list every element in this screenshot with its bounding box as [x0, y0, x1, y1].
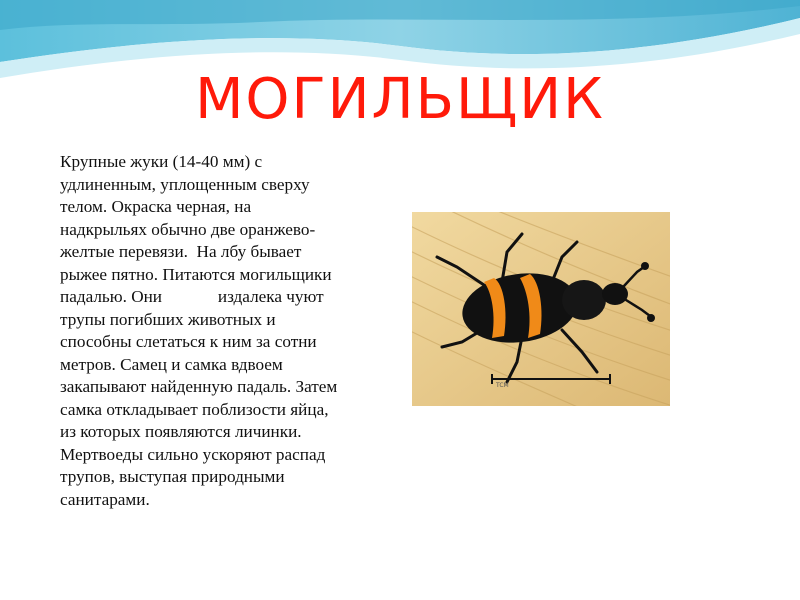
slide-title: МОГИЛЬЩИК	[195, 67, 605, 132]
slide-body-text: Крупные жуки (14-40 мм) с удлиненным, уплощенным сверху телом. Окраска черная, на надкрыльях обычно две оранжево- желтые перевязи. На лбу бывает рыжее пятно. Питаются могильщики падалью. Они издалека чуют трупы погибших животных и способны слетаться к ним за сотни метров. Самец и самка вдвоем закапывают найденную падаль. Затем самка откладывает поблизости яйца, из которых появляются личинки. Мертвоеды сильно ускоряют распад трупов, выступая природными санитарами.	[60, 152, 338, 509]
beetle-photo	[412, 212, 670, 406]
photo-watermark: TCM	[496, 382, 509, 389]
